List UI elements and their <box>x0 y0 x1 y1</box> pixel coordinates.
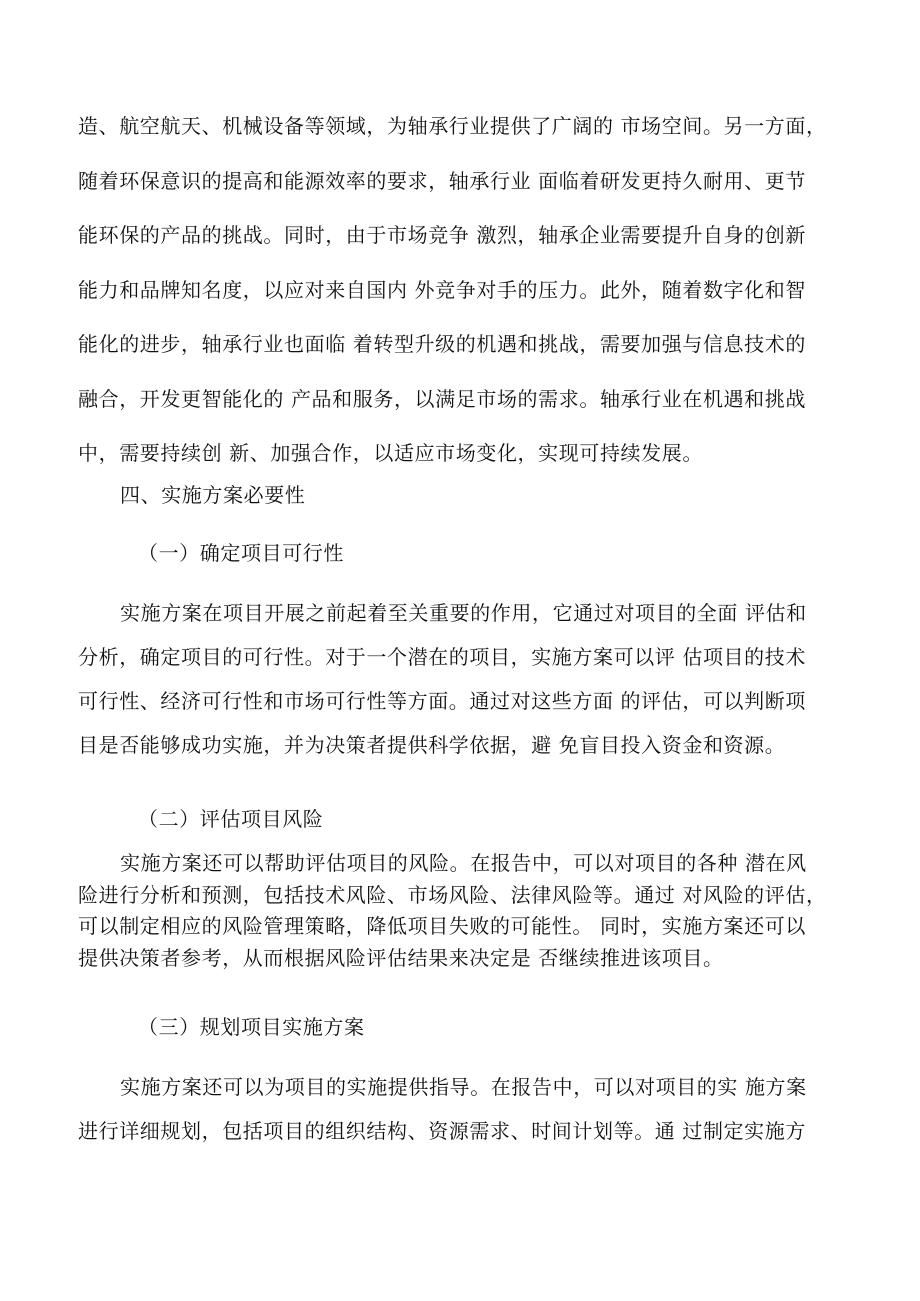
paragraph-line: 能环保的产品的挑战。同时，由于市场竞争 激烈，轴承企业需要提升自身的创新 <box>78 223 806 247</box>
paragraph-line: 实施方案在项目开展之前起着至关重要的作用，它通过对项目的全面 评估和 <box>120 601 807 625</box>
paragraph-feasibility <box>78 591 840 767</box>
paragraph-line: 险进行分析和预测，包括技术风险、市场风险、法律风险等。通过 对风险的评估， <box>78 882 827 907</box>
paragraph-line: 随着环保意识的提高和能源效率的要求，轴承行业 面临着研发更持久耐用、更节 <box>78 168 806 193</box>
paragraph-line: 可以制定相应的风险管理策略，降低项目失败的可能性。 同时，实施方案还可以 <box>78 914 806 938</box>
paragraph-line: 融合，开发更智能化的 产品和服务，以满足市场的需求。轴承行业在机遇和挑战 <box>78 386 806 411</box>
paragraph-line: 可行性、经济可行性和市场可行性等方面。通过对这些方面 的评估，可以判断项 <box>78 689 806 713</box>
section-heading: 四、实施方案必要性 <box>120 483 306 507</box>
paragraph-line: 能化的进步，轴承行业也面临 着转型升级的机遇和挑战，需要加强与信息技术的 <box>78 332 806 356</box>
subsection-heading-risk: （二）评估项目风险 <box>138 807 324 831</box>
paragraph-line: 提供决策者参考，从而根据风险评估结果来决定是 否继续推进该项目。 <box>78 945 724 970</box>
paragraph-line: 造、航空航天、机械设备等领域，为轴承行业提供了广阔的 市场空间。另一方面， <box>78 114 827 138</box>
paragraph-line: 中，需要持续创 新、加强合作，以适应市场变化，实现可持续发展。 <box>78 441 703 465</box>
paragraph-line: 进行详细规划，包括项目的组织结构、资源需求、时间计划等。通 过制定实施方 <box>78 1119 806 1143</box>
paragraph-line: 目是否能够成功实施，并为决策者提供科学依据，避 免盲目投入资金和资源。 <box>78 733 786 757</box>
paragraph-market-challenges <box>78 99 840 481</box>
paragraph-line: 分析，确定项目的可行性。对于一个潜在的项目，实施方案可以评 估项目的技术 <box>78 645 806 669</box>
paragraph-line: 实施方案还可以帮助评估项目的风险。在报告中，可以对项目的各种 潜在风 <box>120 851 807 875</box>
paragraph-risk <box>78 848 840 974</box>
subsection-heading-feasibility: （一）确定项目可行性 <box>138 541 344 565</box>
paragraph-line: 实施方案还可以为项目的实施提供指导。在报告中，可以对项目的实 施方案 <box>120 1075 807 1099</box>
paragraph-planning <box>78 1065 840 1153</box>
subsection-heading-planning: （三）规划项目实施方案 <box>138 1015 365 1039</box>
paragraph-line: 能力和品牌知名度，以应对来自国内 外竞争对手的压力。此外，随着数字化和智 <box>78 277 806 302</box>
